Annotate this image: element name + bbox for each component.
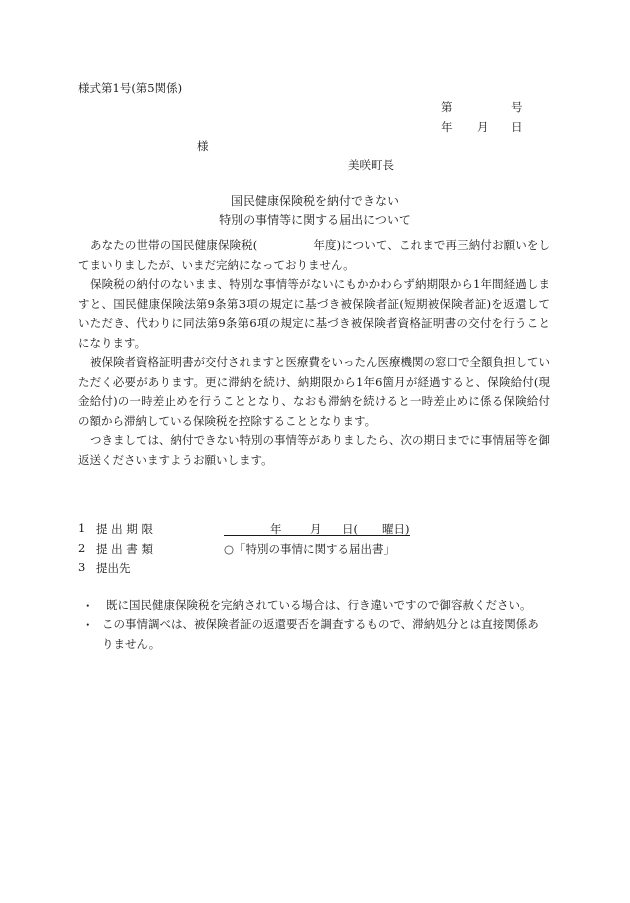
deadline-weekday: 曜日) (382, 522, 410, 536)
deadline-day: 日( (342, 522, 358, 536)
item-1-label: 提 出 期 限 (96, 522, 153, 536)
item-1-number: 1 (78, 521, 86, 535)
title-line-1: 国民健康保険税を納付できない (230, 194, 399, 208)
note-2-marker: ・ (82, 618, 94, 632)
paragraph-1-part-a: あなたの世帯の国民健康保険税( (90, 238, 258, 252)
item-3-label: 提出先 (96, 561, 131, 575)
document-number-suffix: 号 (511, 100, 523, 114)
note-1-marker: ・ (82, 599, 94, 613)
deadline-field (224, 521, 410, 536)
date-year: 年 (441, 120, 453, 134)
note-2-text (102, 615, 550, 654)
fiscal-year-blank (257, 243, 313, 256)
paragraph-3: 被保険者資格証明書が交付されますと医療費をいったん医療機関の窓口で全額負担していただく必要があります。更に滞納を続け、納期限から1年6箇月が経過すると、保険給付(現金給付)の一時差止めを行うこととなり、なおも滞納を続けると一時差止めに係る保険給付の額から滞納している保険税を控除することとなります。 (78, 355, 550, 428)
paragraph-2: 保険税の納付のないまま、特別な事情等がないにもかかわらず納期限から1年間経過しますと、国民健康保険法第9条第3項の規定に基づき被保険者証(短期被保険者証)を返還していただき、代わりに同法第9条第6項の規定に基づき被保険者資格証明書の交付を行うことになります。 (78, 277, 550, 350)
deadline-month: 月 (310, 522, 322, 536)
paragraph-1-part-b: 年度)について、これまで再三納付お願いをしてまいりましたが、いまだ完納になっておりません。 (78, 238, 550, 272)
date-day: 日 (511, 120, 523, 134)
title-line-2: 特別の事情等に関する届出について (219, 213, 411, 227)
form-number: 様式第1号(第5関係) (78, 81, 183, 95)
item-2-number: 2 (78, 541, 86, 555)
date-month: 月 (477, 120, 489, 134)
paragraph-4: つきましては、納付できない特別の事情等がありましたら、次の期日までに事情届等を御返送くださいますようお願いします。 (78, 433, 550, 467)
item-2-value: ○「特別の事情に関する届出書」 (224, 542, 396, 556)
note-2-text-content: この事情調べは、被保険者証の返還要否を調査するもので、滞納処分とは直接関係ありません。 (102, 617, 539, 651)
item-2-label: 提 出 書 類 (96, 542, 153, 556)
addressee-honorific: 様 (197, 139, 209, 153)
item-3-number: 3 (78, 560, 86, 574)
note-1-text: 既に国民健康保険税を完納されている場合は、行き違いですので御容赦ください。 (106, 598, 532, 612)
deadline-year: 年 (270, 522, 282, 536)
document-number-prefix: 第 (441, 100, 453, 114)
issuer: 美咲町長 (348, 158, 394, 172)
paragraph-1 (78, 236, 550, 275)
